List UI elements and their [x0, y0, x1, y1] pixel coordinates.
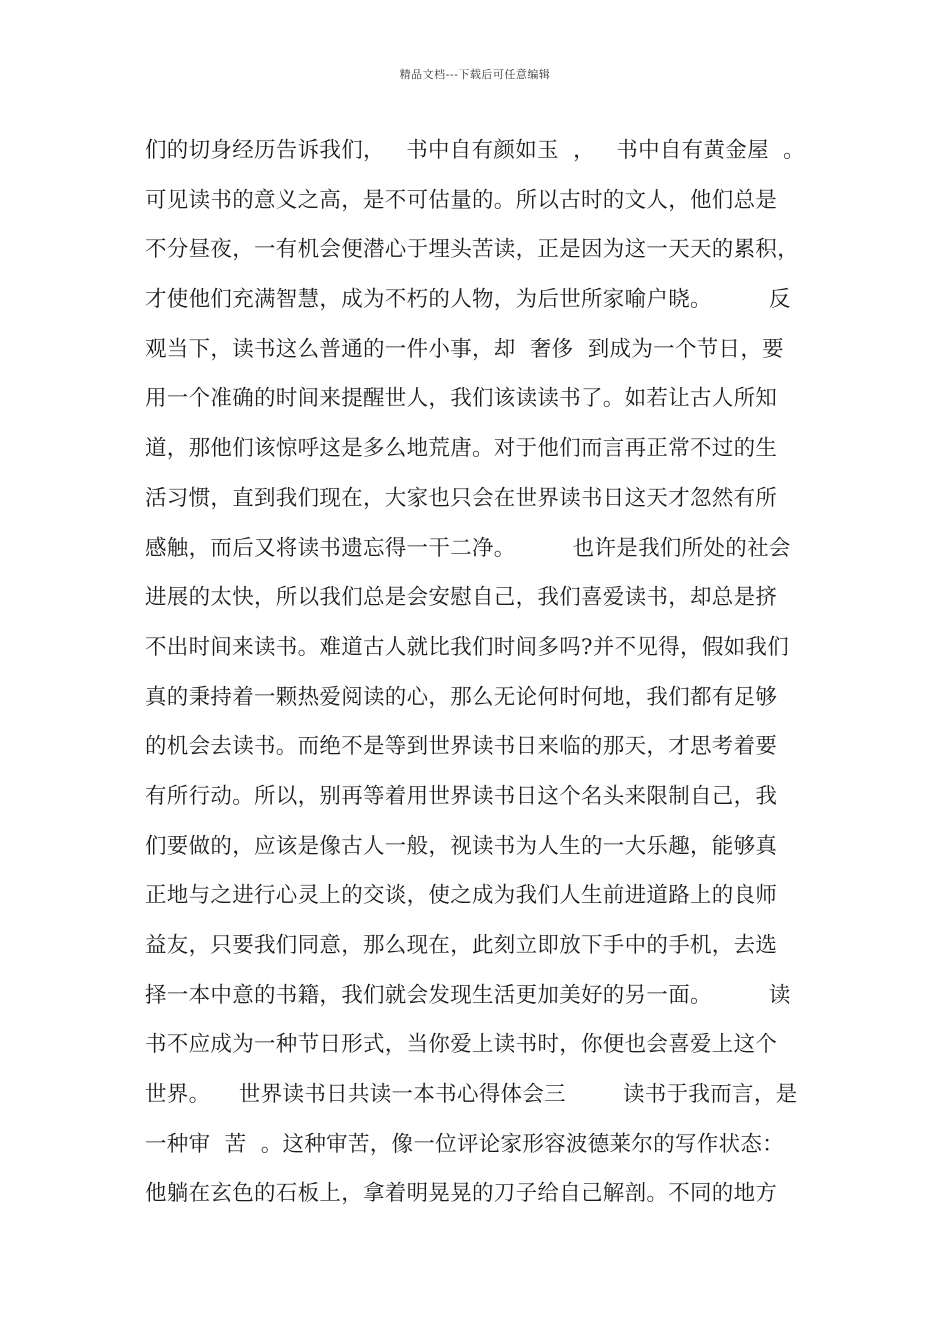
text-line: 用一个准确的时间来提醒世人，我们该读读书了。如若让古人所知 — [145, 386, 778, 412]
page-header: 精品文档---下载后可任意编辑 — [399, 68, 551, 81]
text-line: 书不应成为一种节日形式，当你爱上读书时，你便也会喜爱上这个 — [145, 1032, 778, 1058]
text-line: 一种审 苦 。这种审苦，像一位评论家形容波德莱尔的写作状态： — [145, 1131, 784, 1157]
text-line: 益友，只要我们同意，那么现在，此刻立即放下手中的手机，去选 — [145, 933, 778, 958]
text-line: 的机会去读书。而绝不是等到世界读书日来临的那天，才思考着要 — [145, 734, 778, 760]
text-line: 可见读书的意义之高，是不可估量的。所以古时的文人，他们总是 — [145, 187, 778, 213]
text-line: 有所行动。所以，别再等着用世界读书日这个名头来限制自己，我 — [145, 783, 778, 809]
text-line: 观当下，读书这么普通的一件小事，却 奢侈 到成为一个节日，要 — [145, 336, 784, 362]
body-text — [145, 133, 815, 1226]
text-line: 才使他们充满智慧，成为不朽的人物，为后世所家喻户晓。 反 — [145, 287, 791, 313]
text-line: 活习惯，直到我们现在，大家也只会在世界读书日这天才忽然有所 — [145, 485, 778, 511]
text-line: 世界。 世界读书日共读一本书心得体会三 读书于我而言，是 — [145, 1082, 798, 1108]
text-line: 道，那他们该惊呼这是多么地荒唐。对于他们而言再正常不过的生 — [145, 436, 778, 462]
text-line: 正地与之进行心灵上的交谈，使之成为我们人生前进道路上的良师 — [145, 883, 778, 909]
text-line: 他躺在玄色的石板上，拿着明晃晃的刀子给自己解剖。不同的地方 — [145, 1181, 778, 1207]
text-line: 进展的太快，所以我们总是会安慰自己，我们喜爱读书，却总是挤 — [145, 585, 778, 611]
text-line: 不分昼夜，一有机会便潜心于埋头苦读，正是因为这一天天的累积， — [145, 237, 800, 263]
text-line: 不出时间来读书。难道古人就比我们时间多吗?并不见得，假如我们 — [145, 634, 790, 660]
text-line: 择一本中意的书籍，我们就会发现生活更加美好的另一面。 读 — [145, 982, 791, 1008]
text-line: 感触，而后又将读书遗忘得一干二净。 也许是我们所处的社会 — [145, 535, 791, 561]
text-line: 真的秉持着一颗热爱阅读的心，那么无论何时何地，我们都有足够 — [145, 684, 778, 710]
text-line: 们要做的，应该是像古人一般，视读书为人生的一大乐趣，能够真 — [145, 833, 778, 859]
text-line: 们的切身经历告诉我们， 书中自有颜如玉 ， 书中自有黄金屋 。 — [145, 138, 805, 163]
